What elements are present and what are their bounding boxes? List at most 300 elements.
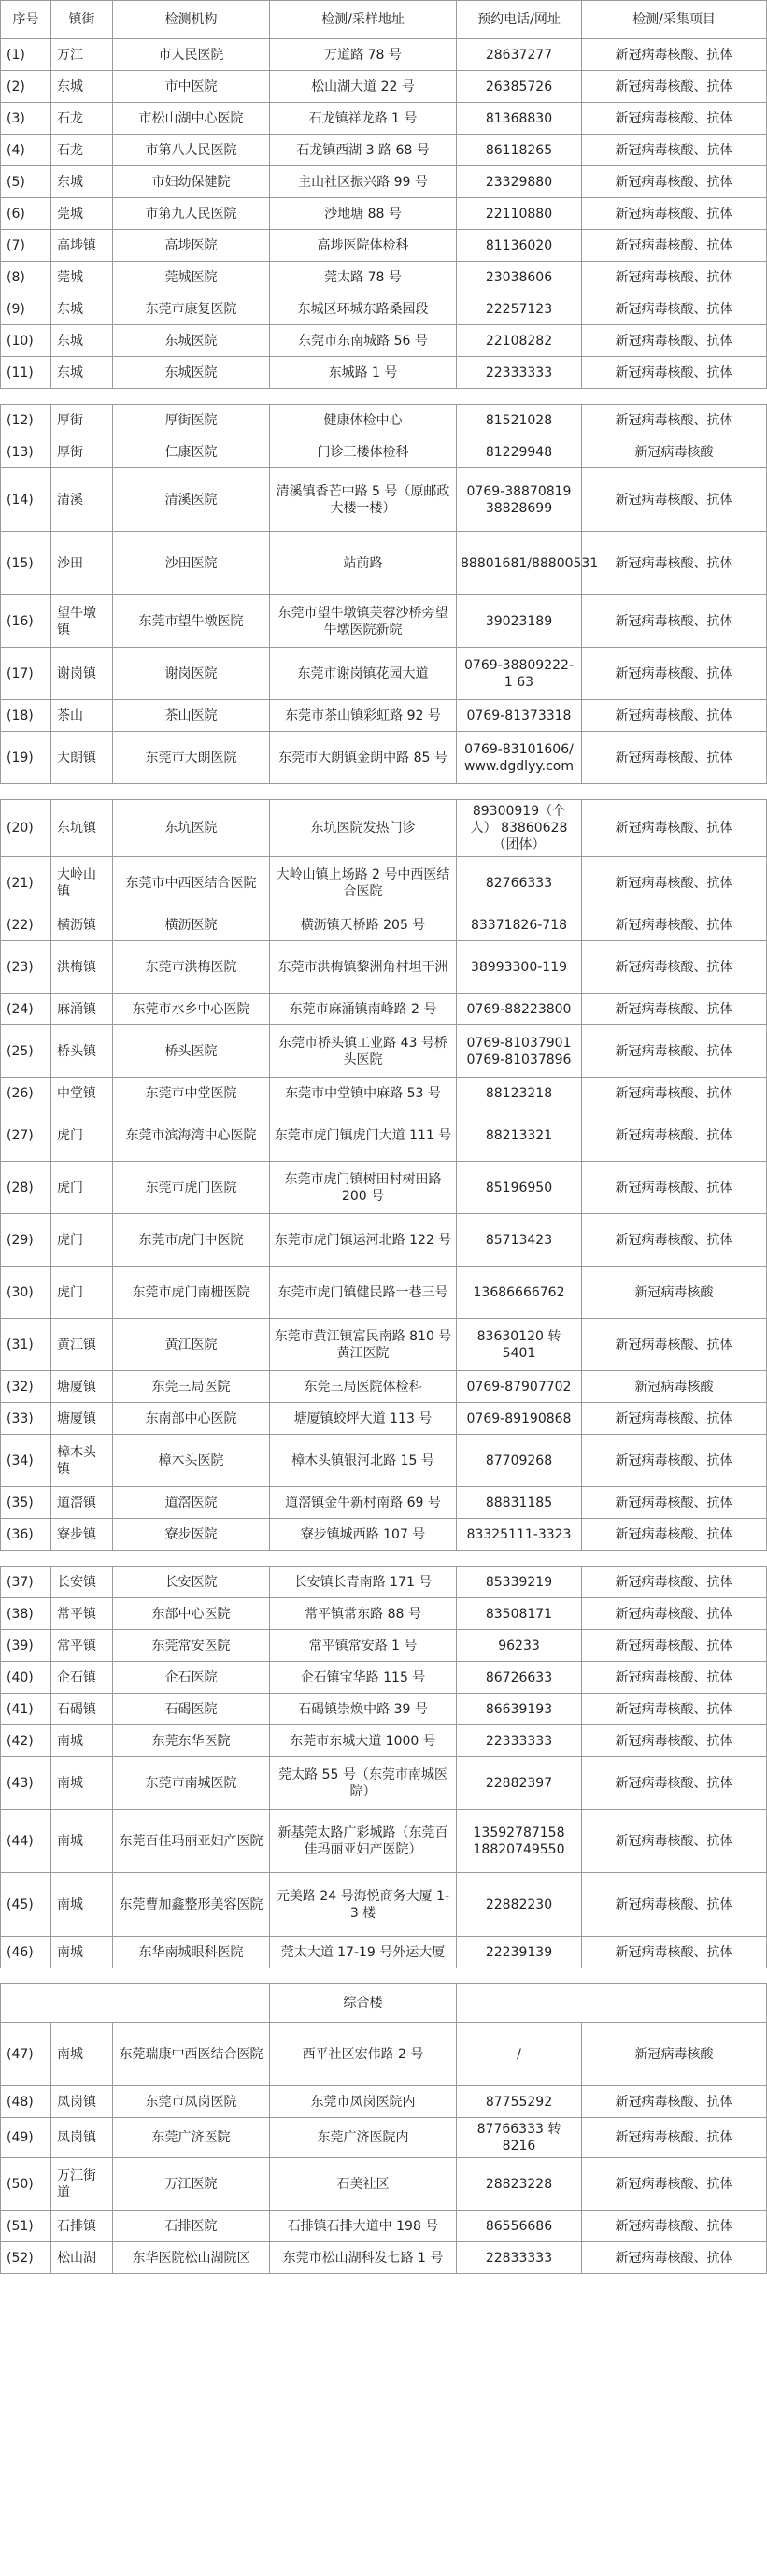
cell-phone: 28823228 bbox=[457, 2158, 582, 2211]
cell-no: (44) bbox=[1, 1810, 51, 1873]
cell-phone: 81368830 bbox=[457, 103, 582, 135]
cell-addr: 东莞市虎门镇虎门大道 111 号 bbox=[270, 1109, 457, 1162]
cell-no: (27) bbox=[1, 1109, 51, 1162]
cell-items: 新冠病毒核酸、抗体 bbox=[582, 595, 767, 648]
cell-phone: 0769-81037901 0769-81037896 bbox=[457, 1025, 582, 1078]
cell-items: 新冠病毒核酸、抗体 bbox=[582, 198, 767, 230]
cell-no: (28) bbox=[1, 1162, 51, 1214]
cell-no: (24) bbox=[1, 994, 51, 1025]
cell-no: (45) bbox=[1, 1873, 51, 1937]
cell-org: 东莞市洪梅医院 bbox=[113, 941, 270, 994]
cell-org: 横沥医院 bbox=[113, 909, 270, 941]
cell-town: 长安镇 bbox=[51, 1567, 113, 1598]
cell-town: 茶山 bbox=[51, 700, 113, 732]
cell-items: 新冠病毒核酸、抗体 bbox=[582, 1109, 767, 1162]
cell-org: 企石医院 bbox=[113, 1662, 270, 1694]
cell-org: 石碣医院 bbox=[113, 1694, 270, 1725]
cell-no: (18) bbox=[1, 700, 51, 732]
cell-no: (22) bbox=[1, 909, 51, 941]
cell-addr: 健康体检中心 bbox=[270, 405, 457, 436]
cell-org: 东莞市中堂医院 bbox=[113, 1078, 270, 1109]
cell-org: 东莞百佳玛丽亚妇产医院 bbox=[113, 1810, 270, 1873]
cell-phone: 85196950 bbox=[457, 1162, 582, 1214]
cell-no: (47) bbox=[1, 2023, 51, 2086]
cell-phone: 38993300-119 bbox=[457, 941, 582, 994]
cell-org: 东莞市水乡中心医院 bbox=[113, 994, 270, 1025]
cell-addr: 东莞市东南城路 56 号 bbox=[270, 325, 457, 357]
cell-town: 南城 bbox=[51, 1937, 113, 1968]
cell-phone: 22833333 bbox=[457, 2242, 582, 2274]
table-row bbox=[1, 1810, 767, 1873]
cell-phone: 22333333 bbox=[457, 1725, 582, 1757]
cell-no: (50) bbox=[1, 2158, 51, 2211]
cell-items: 新冠病毒核酸 bbox=[582, 2023, 767, 2086]
cell-items: 新冠病毒核酸、抗体 bbox=[582, 1810, 767, 1873]
cell-items: 新冠病毒核酸、抗体 bbox=[582, 1567, 767, 1598]
cell-town: 凤岗镇 bbox=[51, 2086, 113, 2118]
cell-org: 仁康医院 bbox=[113, 436, 270, 468]
cell-items: 新冠病毒核酸、抗体 bbox=[582, 1025, 767, 1078]
cell-items: 新冠病毒核酸、抗体 bbox=[582, 1214, 767, 1267]
table-row bbox=[1, 1873, 767, 1937]
cell-town: 道滘镇 bbox=[51, 1487, 113, 1519]
cell-items: 新冠病毒核酸、抗体 bbox=[582, 39, 767, 71]
cell-items: 新冠病毒核酸、抗体 bbox=[582, 262, 767, 293]
cell-town: 谢岗镇 bbox=[51, 648, 113, 700]
cell-addr: 企石镇宝华路 115 号 bbox=[270, 1662, 457, 1694]
cell-org: 市人民医院 bbox=[113, 39, 270, 71]
table-row bbox=[1, 2023, 767, 2086]
cell-org: 桥头医院 bbox=[113, 1025, 270, 1078]
cell-phone: 0769-38870819 38828699 bbox=[457, 468, 582, 532]
cell-items: 新冠病毒核酸、抗体 bbox=[582, 1078, 767, 1109]
cell-org: 谢岗医院 bbox=[113, 648, 270, 700]
cell-town: 塘厦镇 bbox=[51, 1371, 113, 1403]
cell-addr: 万道路 78 号 bbox=[270, 39, 457, 71]
cell-phone: 22882397 bbox=[457, 1757, 582, 1810]
cell-phone: 81136020 bbox=[457, 230, 582, 262]
header-items: 检测/采集项目 bbox=[582, 1, 767, 39]
cell-phone: 22257123 bbox=[457, 293, 582, 325]
section-gap bbox=[1, 1968, 767, 1984]
cell-town: 厚街 bbox=[51, 405, 113, 436]
cell-org: 万江医院 bbox=[113, 2158, 270, 2211]
cell-org: 高埗医院 bbox=[113, 230, 270, 262]
cell-org: 东莞常安医院 bbox=[113, 1630, 270, 1662]
cell-town: 虎门 bbox=[51, 1109, 113, 1162]
table-row bbox=[1, 857, 767, 909]
header-addr: 检测/采样地址 bbox=[270, 1, 457, 39]
cell-addr: 东莞市桥头镇工业路 43 号桥头医院 bbox=[270, 1025, 457, 1078]
cell-items: 新冠病毒核酸、抗体 bbox=[582, 293, 767, 325]
cell-org: 东华南城眼科医院 bbox=[113, 1937, 270, 1968]
table-row bbox=[1, 800, 767, 857]
cell-town: 石碣镇 bbox=[51, 1694, 113, 1725]
cell-items: 新冠病毒核酸、抗体 bbox=[582, 732, 767, 784]
cell-addr: 石排镇石排大道中 198 号 bbox=[270, 2211, 457, 2242]
cell-addr: 东莞三局医院体检科 bbox=[270, 1371, 457, 1403]
cell-no: (46) bbox=[1, 1937, 51, 1968]
cell-phone: 0769-87907702 bbox=[457, 1371, 582, 1403]
cell-no: (5) bbox=[1, 166, 51, 198]
table-row bbox=[1, 1025, 767, 1078]
cell-items: 新冠病毒核酸、抗体 bbox=[582, 700, 767, 732]
cell-no: (15) bbox=[1, 532, 51, 595]
cell-addr: 东莞市中堂镇中麻路 53 号 bbox=[270, 1078, 457, 1109]
cell-phone: 85339219 bbox=[457, 1567, 582, 1598]
cell-addr: 东莞市虎门镇树田村树田路 200 号 bbox=[270, 1162, 457, 1214]
table-row bbox=[1, 468, 767, 532]
cell-town: 洪梅镇 bbox=[51, 941, 113, 994]
cell-town: 大朗镇 bbox=[51, 732, 113, 784]
cell-items: 新冠病毒核酸、抗体 bbox=[582, 1873, 767, 1937]
cell-no: (4) bbox=[1, 135, 51, 166]
table-row bbox=[1, 941, 767, 994]
cell-org: 东莞市虎门中医院 bbox=[113, 1214, 270, 1267]
cell-phone: 85713423 bbox=[457, 1214, 582, 1267]
cell-no: (14) bbox=[1, 468, 51, 532]
cell-phone: 83325111-3323 bbox=[457, 1519, 582, 1551]
cell-no: (11) bbox=[1, 357, 51, 389]
cell-addr: 莞太路 78 号 bbox=[270, 262, 457, 293]
cell-town: 虎门 bbox=[51, 1214, 113, 1267]
cell-addr: 常平镇常安路 1 号 bbox=[270, 1630, 457, 1662]
cell-phone: 22882230 bbox=[457, 1873, 582, 1937]
cell-items: 新冠病毒核酸、抗体 bbox=[582, 230, 767, 262]
cell-phone: 23329880 bbox=[457, 166, 582, 198]
table-row bbox=[1, 994, 767, 1025]
cell-town: 虎门 bbox=[51, 1162, 113, 1214]
cell-town: 横沥镇 bbox=[51, 909, 113, 941]
cell-town: 黄江镇 bbox=[51, 1319, 113, 1371]
cell-phone: 39023189 bbox=[457, 595, 582, 648]
cell-no: (12) bbox=[1, 405, 51, 436]
cell-no: (29) bbox=[1, 1214, 51, 1267]
header-org: 检测机构 bbox=[113, 1, 270, 39]
cell-org: 道滘医院 bbox=[113, 1487, 270, 1519]
cell-town: 高埗镇 bbox=[51, 230, 113, 262]
cell-addr: 樟木头镇银河北路 15 号 bbox=[270, 1435, 457, 1487]
cell-items: 新冠病毒核酸 bbox=[582, 436, 767, 468]
cell-addr: 东城区环城东路桑园段 bbox=[270, 293, 457, 325]
cell-town: 沙田 bbox=[51, 532, 113, 595]
cell-org: 市第九人民医院 bbox=[113, 198, 270, 230]
cell-items: 新冠病毒核酸、抗体 bbox=[582, 1694, 767, 1725]
cell-town: 东城 bbox=[51, 293, 113, 325]
cell-town: 厚街 bbox=[51, 436, 113, 468]
cell-addr: 东莞市茶山镇彩虹路 92 号 bbox=[270, 700, 457, 732]
section-gap bbox=[1, 784, 767, 800]
cell-town: 石排镇 bbox=[51, 2211, 113, 2242]
cell-phone: 81521028 bbox=[457, 405, 582, 436]
cell-addr: 清溪镇香芒中路 5 号（原邮政大楼一楼） bbox=[270, 468, 457, 532]
cell-phone: 83508171 bbox=[457, 1598, 582, 1630]
cell-items: 新冠病毒核酸、抗体 bbox=[582, 325, 767, 357]
cell-addr: 东莞市洪梅镇黎洲角村坦干洲 bbox=[270, 941, 457, 994]
table-row bbox=[1, 1662, 767, 1694]
cell-no: (37) bbox=[1, 1567, 51, 1598]
cell-addr: 东城路 1 号 bbox=[270, 357, 457, 389]
cell-no: (43) bbox=[1, 1757, 51, 1810]
cell-no: (48) bbox=[1, 2086, 51, 2118]
cell-phone: 81229948 bbox=[457, 436, 582, 468]
cell-no: (26) bbox=[1, 1078, 51, 1109]
cell-town: 中堂镇 bbox=[51, 1078, 113, 1109]
table-row bbox=[1, 39, 767, 71]
cell-org: 东坑医院 bbox=[113, 800, 270, 857]
cell-town: 东城 bbox=[51, 325, 113, 357]
table-row bbox=[1, 198, 767, 230]
table-row bbox=[1, 1567, 767, 1598]
cell-no: (40) bbox=[1, 1662, 51, 1694]
cell-items: 新冠病毒核酸、抗体 bbox=[582, 1662, 767, 1694]
cell-org: 东莞广济医院 bbox=[113, 2118, 270, 2158]
cell-phone: 82766333 bbox=[457, 857, 582, 909]
table-row bbox=[1, 2211, 767, 2242]
cell-town: 虎门 bbox=[51, 1267, 113, 1319]
cell-no: (31) bbox=[1, 1319, 51, 1371]
cell-addr: 东莞市东城大道 1000 号 bbox=[270, 1725, 457, 1757]
cell-addr: 大岭山镇上场路 2 号中西医结合医院 bbox=[270, 857, 457, 909]
cell-addr: 门诊三楼体检科 bbox=[270, 436, 457, 468]
cell-no: (41) bbox=[1, 1694, 51, 1725]
cell-phone: 13686666762 bbox=[457, 1267, 582, 1319]
cell-phone: 88801681/88800531 bbox=[457, 532, 582, 595]
cell-no: (35) bbox=[1, 1487, 51, 1519]
cell-addr: 东莞市松山湖科发七路 1 号 bbox=[270, 2242, 457, 2274]
cell-town: 常平镇 bbox=[51, 1598, 113, 1630]
cell-no: (20) bbox=[1, 800, 51, 857]
cell-phone: 87755292 bbox=[457, 2086, 582, 2118]
table-row bbox=[1, 1937, 767, 1968]
cell-addr: 东莞市黄江镇富民南路 810 号黄江医院 bbox=[270, 1319, 457, 1371]
cell-org: 东莞市虎门南栅医院 bbox=[113, 1267, 270, 1319]
table-row bbox=[1, 1694, 767, 1725]
table-row bbox=[1, 1403, 767, 1435]
cell-addr: 常平镇常东路 88 号 bbox=[270, 1598, 457, 1630]
table-row bbox=[1, 103, 767, 135]
cell-org: 东莞三局医院 bbox=[113, 1371, 270, 1403]
cell-no: (33) bbox=[1, 1403, 51, 1435]
cell-no: (2) bbox=[1, 71, 51, 103]
cell-org: 市松山湖中心医院 bbox=[113, 103, 270, 135]
cell-items: 新冠病毒核酸、抗体 bbox=[582, 135, 767, 166]
cell-addr: 石龙镇祥龙路 1 号 bbox=[270, 103, 457, 135]
cell-no: (16) bbox=[1, 595, 51, 648]
cell-town: 麻涌镇 bbox=[51, 994, 113, 1025]
table-row bbox=[1, 2118, 767, 2158]
cell-addr: 东莞市望牛墩镇芙蓉沙桥旁望牛墩医院新院 bbox=[270, 595, 457, 648]
cell-addr: 西平社区宏伟路 2 号 bbox=[270, 2023, 457, 2086]
cell-org: 东城医院 bbox=[113, 325, 270, 357]
cell-items: 新冠病毒核酸、抗体 bbox=[582, 857, 767, 909]
section-label: 综合楼 bbox=[270, 1984, 457, 2023]
cell-town: 万江 bbox=[51, 39, 113, 71]
cell-addr: 东莞市大朗镇金朗中路 85 号 bbox=[270, 732, 457, 784]
cell-org: 东莞曹加鑫整形美容医院 bbox=[113, 1873, 270, 1937]
cell-phone: 22110880 bbox=[457, 198, 582, 230]
cell-items: 新冠病毒核酸、抗体 bbox=[582, 468, 767, 532]
table-row bbox=[1, 135, 767, 166]
cell-no: (7) bbox=[1, 230, 51, 262]
cell-town: 塘厦镇 bbox=[51, 1403, 113, 1435]
cell-org: 清溪医院 bbox=[113, 468, 270, 532]
cell-no: (38) bbox=[1, 1598, 51, 1630]
cell-items: 新冠病毒核酸、抗体 bbox=[582, 1937, 767, 1968]
table-row bbox=[1, 2158, 767, 2211]
cell-phone: 86639193 bbox=[457, 1694, 582, 1725]
cell-no: (49) bbox=[1, 2118, 51, 2158]
cell-addr: 东莞市虎门镇健民路一巷三号 bbox=[270, 1267, 457, 1319]
section-gap bbox=[1, 1551, 767, 1567]
cell-org: 市中医院 bbox=[113, 71, 270, 103]
cell-town: 莞城 bbox=[51, 198, 113, 230]
cell-addr: 东莞市凤岗医院内 bbox=[270, 2086, 457, 2118]
cell-phone: 88123218 bbox=[457, 1078, 582, 1109]
cell-no: (3) bbox=[1, 103, 51, 135]
cell-addr: 石美社区 bbox=[270, 2158, 457, 2211]
table-row bbox=[1, 166, 767, 198]
cell-no: (8) bbox=[1, 262, 51, 293]
cell-phone: 89300919（个人） 83860628（团体） bbox=[457, 800, 582, 857]
cell-org: 莞城医院 bbox=[113, 262, 270, 293]
table-row bbox=[1, 1487, 767, 1519]
cell-org: 市妇幼保健院 bbox=[113, 166, 270, 198]
cell-no: (51) bbox=[1, 2211, 51, 2242]
cell-town: 南城 bbox=[51, 2023, 113, 2086]
cell-town: 南城 bbox=[51, 1810, 113, 1873]
cell-items: 新冠病毒核酸 bbox=[582, 1371, 767, 1403]
cell-town: 石龙 bbox=[51, 103, 113, 135]
cell-items: 新冠病毒核酸、抗体 bbox=[582, 909, 767, 941]
cell-phone: 86118265 bbox=[457, 135, 582, 166]
table-row bbox=[1, 1078, 767, 1109]
cell-no: (21) bbox=[1, 857, 51, 909]
cell-phone: 0769-89190868 bbox=[457, 1403, 582, 1435]
table-row bbox=[1, 1267, 767, 1319]
cell-items: 新冠病毒核酸、抗体 bbox=[582, 2086, 767, 2118]
cell-town: 东城 bbox=[51, 71, 113, 103]
header-phone: 预约电话/网址 bbox=[457, 1, 582, 39]
cell-addr: 莞太大道 17-19 号外运大厦 bbox=[270, 1937, 457, 1968]
cell-addr: 新基莞太路广彩城路（东莞百佳玛丽亚妇产医院） bbox=[270, 1810, 457, 1873]
table-row bbox=[1, 1319, 767, 1371]
cell-org: 东莞市中西医结合医院 bbox=[113, 857, 270, 909]
cell-phone: 0769-38809222-1 63 bbox=[457, 648, 582, 700]
cell-no: (25) bbox=[1, 1025, 51, 1078]
cell-phone: / bbox=[457, 2023, 582, 2086]
cell-phone: 28637277 bbox=[457, 39, 582, 71]
table-row bbox=[1, 405, 767, 436]
cell-phone: 86726633 bbox=[457, 1662, 582, 1694]
cell-town: 桥头镇 bbox=[51, 1025, 113, 1078]
cell-addr: 塘厦镇蛟坪大道 113 号 bbox=[270, 1403, 457, 1435]
cell-org: 东莞市大朗医院 bbox=[113, 732, 270, 784]
cell-items: 新冠病毒核酸、抗体 bbox=[582, 405, 767, 436]
table-row bbox=[1, 1162, 767, 1214]
table-row bbox=[1, 1435, 767, 1487]
cell-phone: 88213321 bbox=[457, 1109, 582, 1162]
cell-addr: 东莞广济医院内 bbox=[270, 2118, 457, 2158]
table-row bbox=[1, 357, 767, 389]
cell-town: 万江街道 bbox=[51, 2158, 113, 2211]
cell-items: 新冠病毒核酸、抗体 bbox=[582, 166, 767, 198]
cell-addr: 东莞市虎门镇运河北路 122 号 bbox=[270, 1214, 457, 1267]
cell-phone: 0769-88223800 bbox=[457, 994, 582, 1025]
cell-org: 东莞市康复医院 bbox=[113, 293, 270, 325]
cell-addr: 东莞市麻涌镇南峰路 2 号 bbox=[270, 994, 457, 1025]
table-row bbox=[1, 1109, 767, 1162]
cell-town: 东坑镇 bbox=[51, 800, 113, 857]
cell-items: 新冠病毒核酸、抗体 bbox=[582, 1630, 767, 1662]
table-row bbox=[1, 532, 767, 595]
cell-phone: 88831185 bbox=[457, 1487, 582, 1519]
cell-no: (32) bbox=[1, 1371, 51, 1403]
cell-phone: 87709268 bbox=[457, 1435, 582, 1487]
cell-org: 东南部中心医院 bbox=[113, 1403, 270, 1435]
cell-no: (52) bbox=[1, 2242, 51, 2274]
cell-org: 东部中心医院 bbox=[113, 1598, 270, 1630]
cell-town: 东城 bbox=[51, 166, 113, 198]
table-row bbox=[1, 325, 767, 357]
cell-no: (10) bbox=[1, 325, 51, 357]
cell-phone: 22239139 bbox=[457, 1937, 582, 1968]
cell-phone: 22108282 bbox=[457, 325, 582, 357]
cell-items: 新冠病毒核酸、抗体 bbox=[582, 1403, 767, 1435]
cell-addr: 元美路 24 号海悦商务大厦 1-3 楼 bbox=[270, 1873, 457, 1937]
cell-addr: 主山社区振兴路 99 号 bbox=[270, 166, 457, 198]
table-row bbox=[1, 1630, 767, 1662]
cell-org: 东华医院松山湖院区 bbox=[113, 2242, 270, 2274]
cell-org: 市第八人民医院 bbox=[113, 135, 270, 166]
cell-town: 大岭山镇 bbox=[51, 857, 113, 909]
cell-org: 东莞市南城医院 bbox=[113, 1757, 270, 1810]
table-row bbox=[1, 648, 767, 700]
cell-items: 新冠病毒核酸、抗体 bbox=[582, 2118, 767, 2158]
cell-town: 松山湖 bbox=[51, 2242, 113, 2274]
cell-no: (19) bbox=[1, 732, 51, 784]
cell-no: (36) bbox=[1, 1519, 51, 1551]
cell-no: (42) bbox=[1, 1725, 51, 1757]
cell-phone: 0769-83101606/ www.dgdlyy.com bbox=[457, 732, 582, 784]
table-row bbox=[1, 1598, 767, 1630]
cell-phone: 13592787158 18820749550 bbox=[457, 1810, 582, 1873]
cell-phone: 22333333 bbox=[457, 357, 582, 389]
cell-town: 企石镇 bbox=[51, 1662, 113, 1694]
table-header-row bbox=[1, 1, 767, 39]
cell-items: 新冠病毒核酸、抗体 bbox=[582, 1319, 767, 1371]
cell-phone: 0769-81373318 bbox=[457, 700, 582, 732]
cell-org: 东莞东华医院 bbox=[113, 1725, 270, 1757]
table-row bbox=[1, 1757, 767, 1810]
section-header-row bbox=[1, 1984, 767, 2023]
table-row bbox=[1, 2242, 767, 2274]
table-row bbox=[1, 732, 767, 784]
cell-org: 石排医院 bbox=[113, 2211, 270, 2242]
cell-org: 茶山医院 bbox=[113, 700, 270, 732]
cell-items: 新冠病毒核酸、抗体 bbox=[582, 2242, 767, 2274]
table-row bbox=[1, 1371, 767, 1403]
cell-no: (6) bbox=[1, 198, 51, 230]
cell-town: 南城 bbox=[51, 1873, 113, 1937]
cell-phone: 87766333 转 8216 bbox=[457, 2118, 582, 2158]
cell-org: 黄江医院 bbox=[113, 1319, 270, 1371]
table-body bbox=[1, 39, 767, 2274]
cell-org: 厚街医院 bbox=[113, 405, 270, 436]
cell-phone: 26385726 bbox=[457, 71, 582, 103]
cell-items: 新冠病毒核酸、抗体 bbox=[582, 71, 767, 103]
cell-town: 南城 bbox=[51, 1757, 113, 1810]
